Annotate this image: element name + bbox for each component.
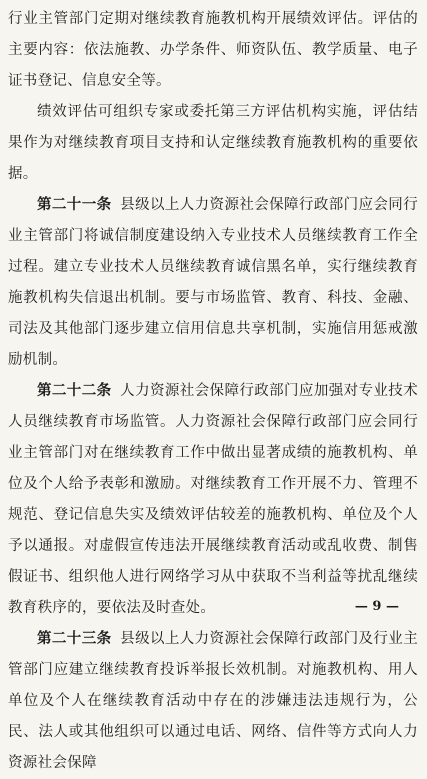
paragraph-text: 县级以上人力资源社会保障行政部门及行业主管部门应建立继续教育投诉举报长效机制。对施教机构、用人单位及个人在继续教育活动中存在的涉嫌违法违规行为，公民、法人或其他组织可以通过电话、网络、信件等方式向人力资源社会保障: [8, 631, 419, 771]
article-23: [8, 624, 418, 779]
article-number: 第二十三条: [37, 631, 112, 647]
paragraph-text: 人力资源社会保障行政部门应加强对专业技术人员继续教育市场监管。人力资源社会保障行政部门应会同行业主管部门对在继续教育工作中做出显著成绩的施教机构、单位及个人给予表彰和激励。对继续教育工作开展不力、管理不规范、登记信息失实及绩效评估较差的施教机构、单位及个人予以通报。对虚假宣传违法开展继续教育活动或乱收费、制售假证书、组织他人进行网络学习从中获取不当利益等扰乱继续教育秩序的，要依法及时查处。: [8, 383, 419, 616]
article-22: [8, 376, 418, 624]
paragraph-text: 行业主管部门定期对继续教育施教机构开展绩效评估。评估的主要内容：依法施教、办学条件、师资队伍、教学质量、电子证书登记、信息安全等。: [8, 11, 418, 89]
article-number: 第二十一条: [37, 197, 112, 213]
paragraph-text: 绩效评估可组织专家或委托第三方评估机构实施，评估结果作为对继续教育项目支持和认定继续教育施教机构的重要依据。: [8, 104, 418, 182]
article-number: 第二十二条: [37, 383, 112, 399]
body-text: [8, 4, 418, 779]
page-number: — 9 —: [354, 599, 399, 614]
paragraph-text: 县级以上人力资源社会保障行政部门应会同行业主管部门将诚信制度建设纳入专业技术人员继续教育工作全过程。建立专业技术人员继续教育诚信黑名单，实行继续教育施教机构失信退出机制。要与市场监管、教育、科技、金融、司法及其他部门逐步建立信用信息共享机制，实施信用惩戒激励机制。: [8, 197, 419, 368]
article-21: [8, 190, 418, 376]
paragraph-2: [8, 97, 418, 190]
paragraph-1: [8, 4, 418, 97]
